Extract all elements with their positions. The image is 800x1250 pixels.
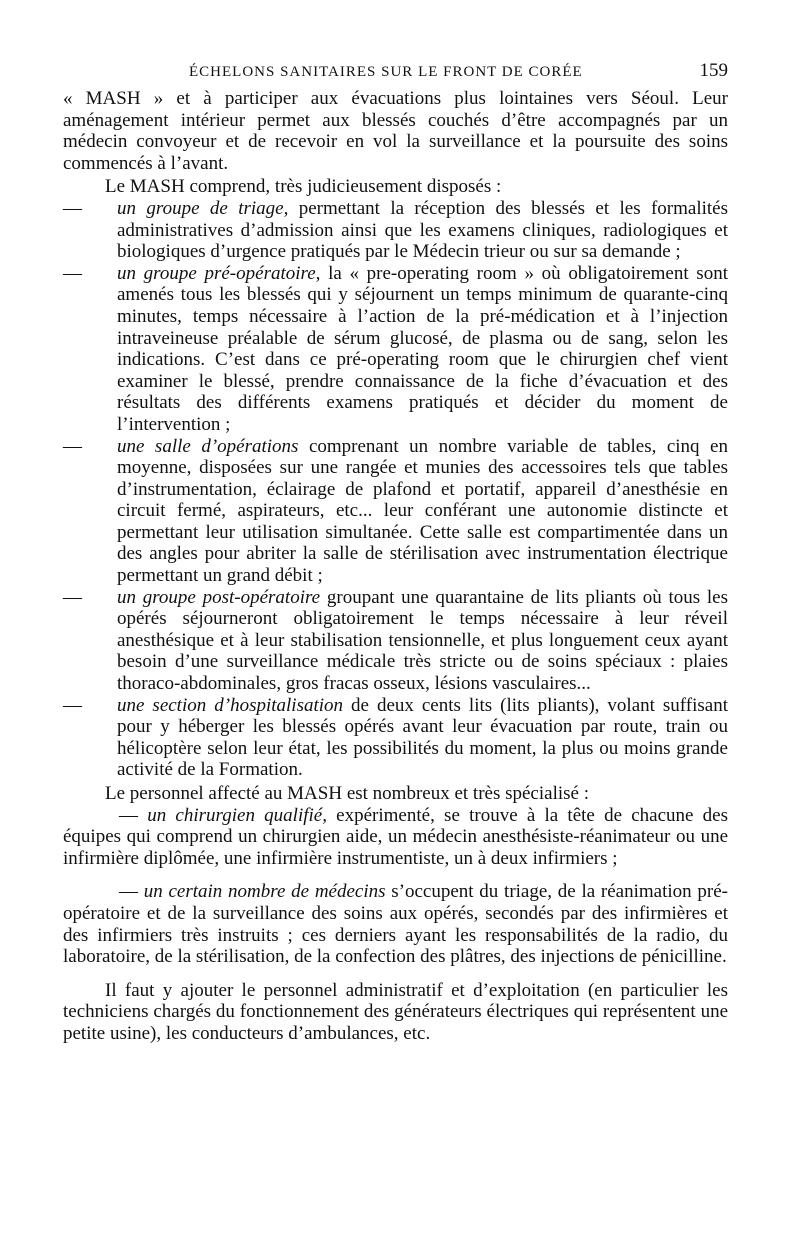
personnel-item bbox=[63, 881, 728, 967]
personnel-term: un certain nombre de médecins bbox=[143, 881, 386, 903]
closing-paragraph: Il faut y ajouter le personnel administratif et d’exploitation (en particulier les techniciens chargés du fonctionnement des générateurs électriques qui représentent une petite usine), les conducteurs d’ambulances, etc. bbox=[63, 979, 728, 1044]
personnel-intro-paragraph: Le personnel affecté au MASH est nombreux et très spécialisé : bbox=[105, 783, 589, 804]
personnel-text: expérimenté, se trouve à la tête de chacune des équipes qui comprend un chirurgien aide, un médecin anesthésiste-réanimateur ou une infirmière diplômée, une infirmière instrumentiste, un à deux infirmiers ; bbox=[63, 804, 728, 869]
personnel-term: un chirurgien qualifié, bbox=[147, 804, 327, 826]
personnel-dash: — bbox=[119, 881, 138, 903]
item-text: la « pre-operating room » où obligatoirement sont amenés tous les blessés qui y séjournent un temps minimum de quarante-cinq minutes, temps nécessaire à l’action de la pré-médication et à l’injection intraveineuse préalable de sérum glucosé, de plasma ou de sang, selon les indications. C’est dans ce pré-operating room que le chirurgien chef vient examiner le blessé, prendre connaissance de la fiche d’évacuation et des résultats des différents examens pratiqués et décider du moment de l’intervention ; bbox=[117, 262, 728, 435]
page bbox=[63, 60, 728, 1045]
item-text: comprenant un nombre variable de tables, cinq en moyenne, disposées sur une rangée et munies des accessoires tels que tables d’instrumentation, éclairage de plafond et portatif, appareil d’anesthésie en circuit fermé, aspirateurs, etc... leur conférant une autonomie distincte et permettant leur utilisation simultanée. Cette salle est compartimentée dans un des angles pour abriter la salle de stérilisation avec instrumentation électrique permettant un grand débit ; bbox=[117, 435, 728, 587]
personnel-item bbox=[63, 805, 728, 870]
list-item bbox=[63, 262, 728, 436]
list-dash: — bbox=[63, 694, 82, 716]
personnel-dash: — bbox=[119, 804, 138, 826]
list-dash: — bbox=[63, 197, 82, 219]
list-dash: — bbox=[63, 586, 82, 608]
item-term: un groupe post-opératoire bbox=[117, 586, 321, 608]
list-item bbox=[63, 694, 728, 781]
item-term: une salle d’opérations bbox=[117, 435, 299, 457]
running-header bbox=[189, 60, 728, 82]
item-text: groupant une quarantaine de lits pliants où tous les opérés séjourneront obligatoirement le temps nécessaire à leur réveil anesthésique et à leur stabilisation tensionnelle, et plus longuement ceux ayant besoin d’une surveillance médicale très stricte ou de soins spéciaux : plaies thoraco-abdominales, gros fracas osseux, lésions vasculaires... bbox=[117, 586, 728, 695]
intro-paragraph: « MASH » et à participer aux évacuations plus lointaines vers Séoul. Leur aménagement intérieur permet aux blessés couchés d’être accompagnés par un médecin convoyeur et de recevoir en vol la surveillance et la poursuite des soins commencés à l’avant. bbox=[63, 88, 728, 174]
running-title: ÉCHELONS SANITAIRES SUR LE FRONT DE CORÉE bbox=[189, 64, 583, 80]
list-item bbox=[63, 586, 728, 695]
list-dash: — bbox=[63, 262, 82, 284]
item-term: un groupe pré-opératoire, bbox=[117, 262, 321, 284]
item-text: permettant la réception des blessés et les formalités administratives d’admission ainsi que les examens cliniques, radiologiques et biologiques d’urgence pratiqués par le Médecin trieur ou sur sa demande ; bbox=[117, 197, 728, 263]
list-item bbox=[63, 197, 728, 263]
page-number: 159 bbox=[699, 60, 728, 81]
list-dash: — bbox=[63, 435, 82, 457]
list-item bbox=[63, 435, 728, 587]
mash-intro-paragraph: Le MASH comprend, très judicieusement disposés : bbox=[105, 176, 502, 198]
item-text: de deux cents lits (lits pliants), volant suffisant pour y héberger les blessés opérés avant leur évacuation par route, train ou hélicoptère selon leur état, les possibilités du moment, la plus ou moins grande activité de la Formation. bbox=[117, 694, 728, 781]
personnel-text: s’occupent du triage, de la réanimation pré-opératoire et de la surveillance des soins aux opérés, secondés par des infirmières et des infirmiers très instruits ; ces derniers ayant les responsabilités de la radio, du laboratoire, de la stérilisation, de la confection des plâtres, des injections de pénicilline. bbox=[63, 881, 728, 968]
item-term: une section d’hospitalisation bbox=[117, 694, 344, 716]
item-term: un groupe de triage, bbox=[117, 197, 289, 219]
